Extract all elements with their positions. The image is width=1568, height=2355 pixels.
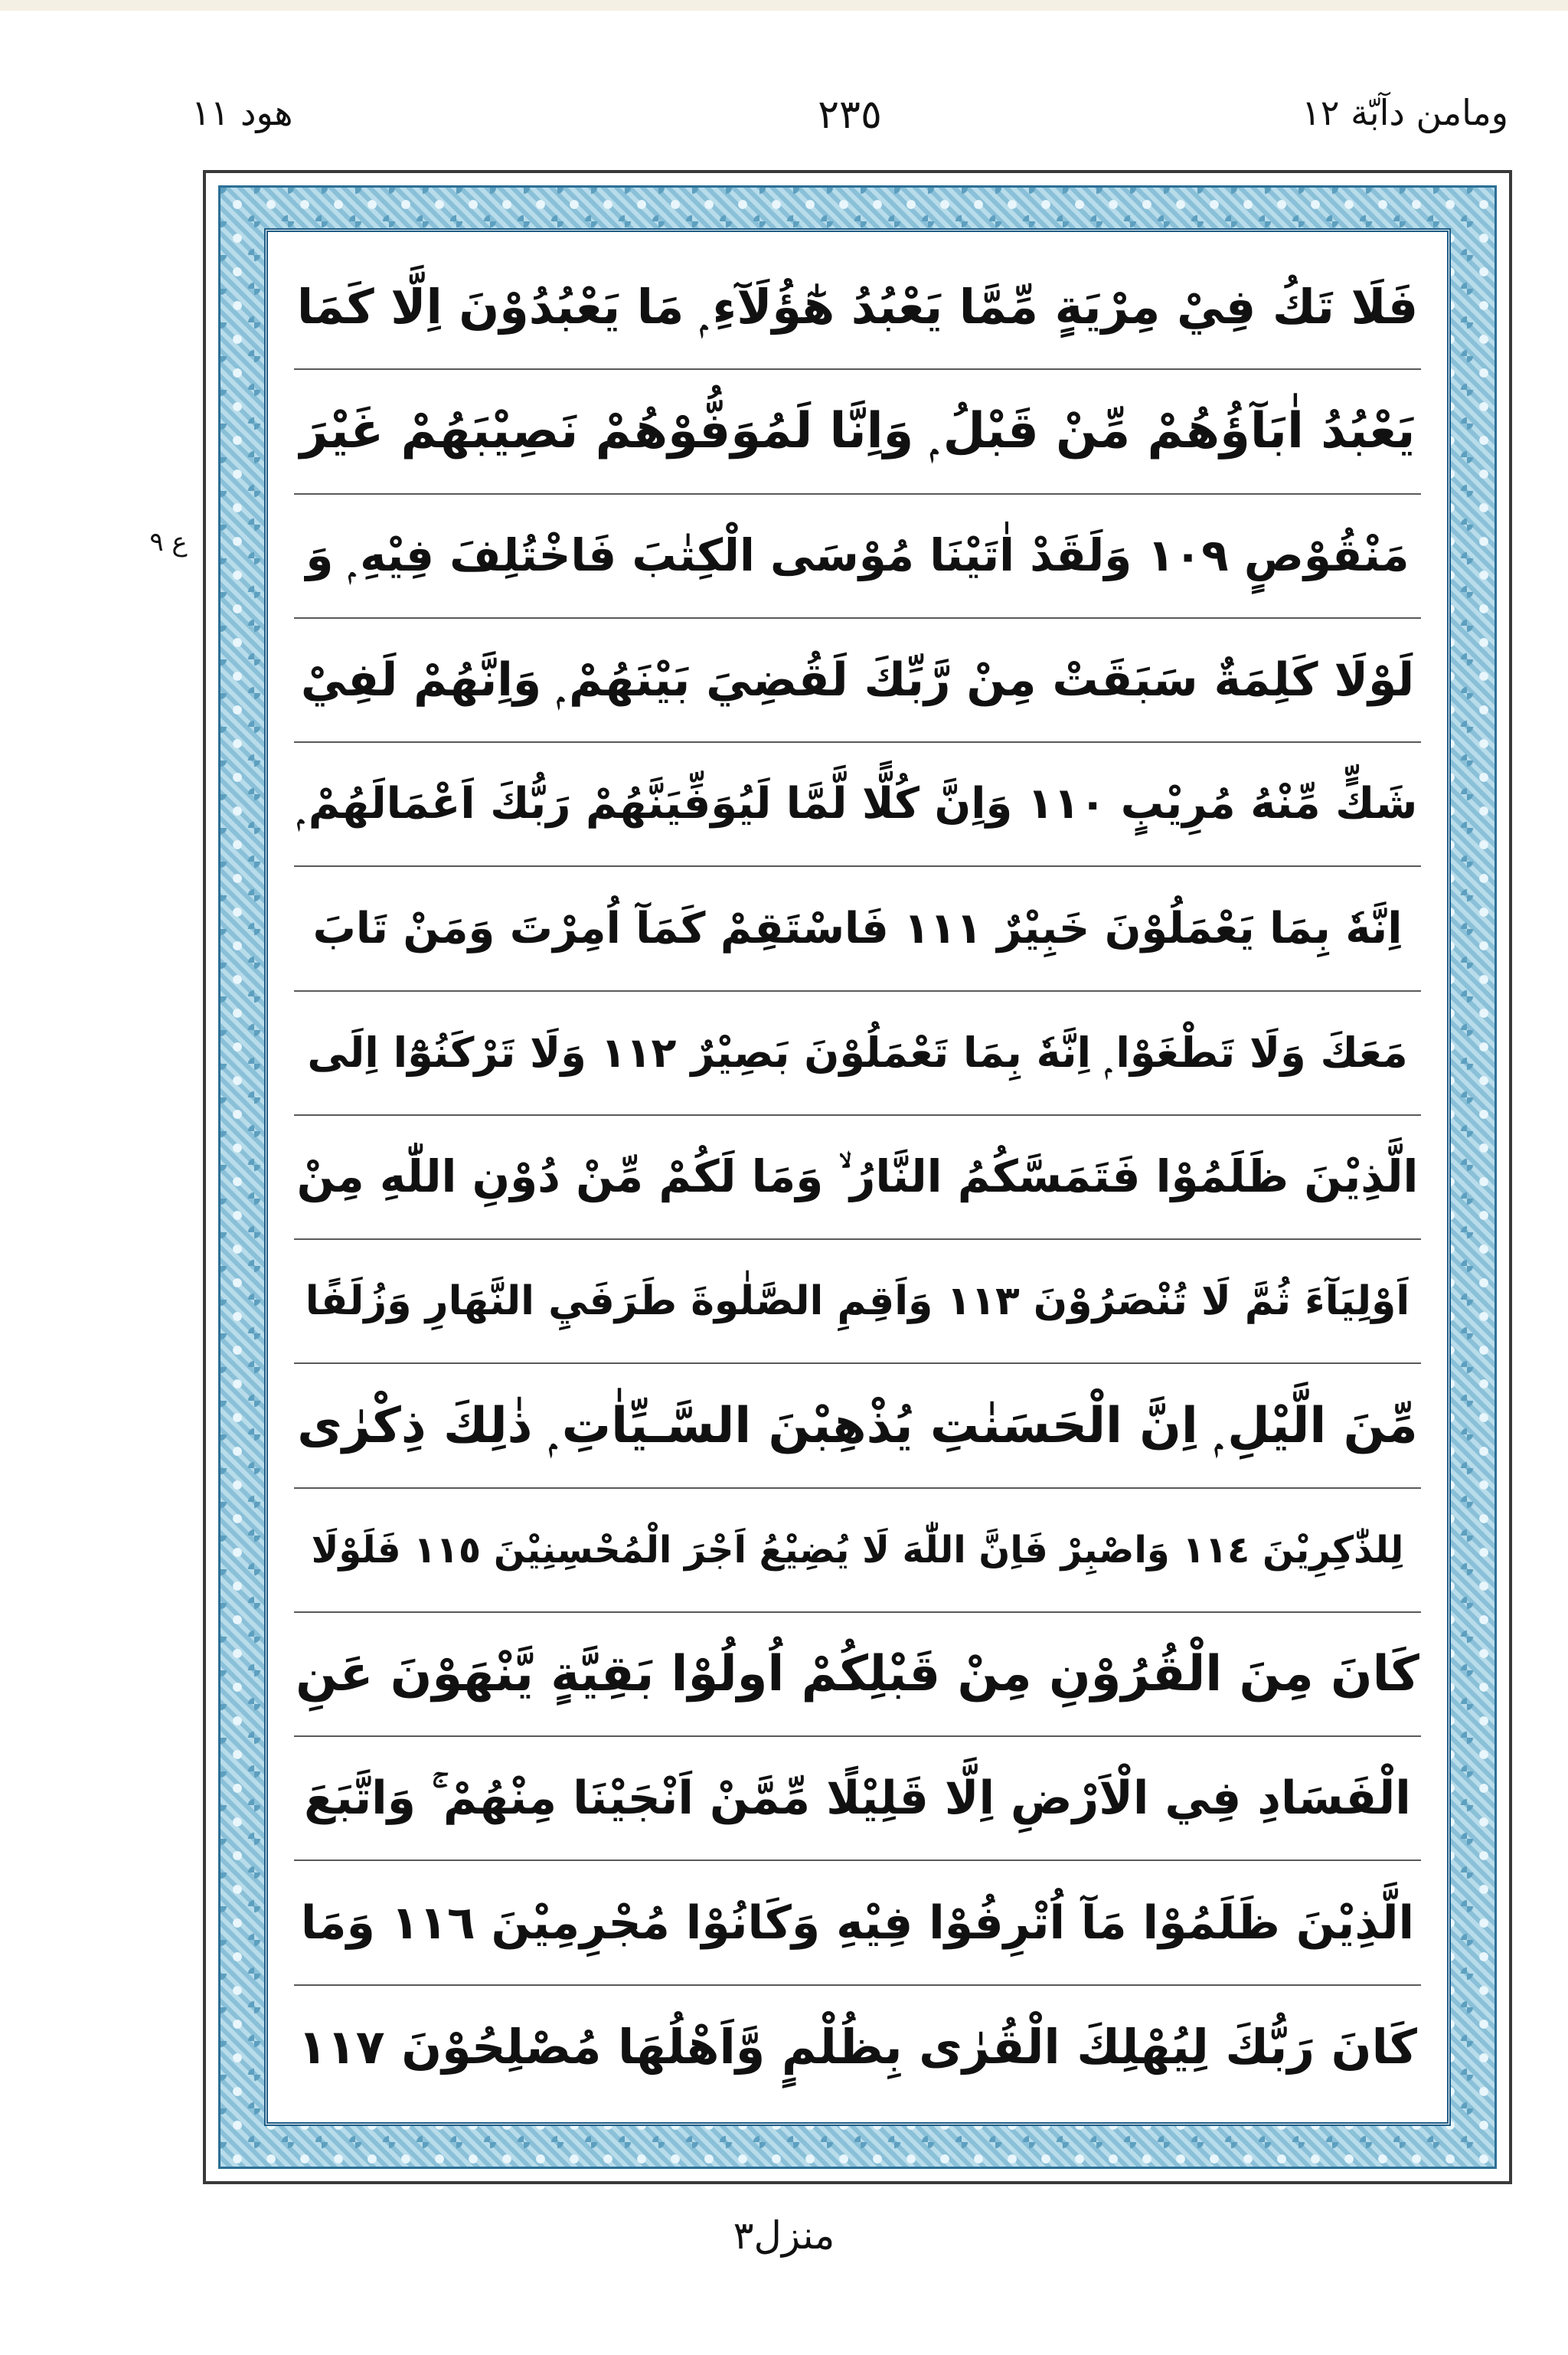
text-line: الَّذِيْنَ ظَلَمُوْا فَتَمَسَّكُمُ النَّارُ ۙ وَمَا لَكُمْ مِّنْ دُوْنِ اللّٰهِ مِنْ [294, 1116, 1421, 1240]
manzil-label: منزل٣ [733, 2213, 835, 2258]
text-line: لِلذّٰكِرِيْنَ ١١٤ وَاصْبِرْ فَاِنَّ اللّٰهَ لَا يُضِيْعُ اَجْرَ الْمُحْسِنِيْنَ ١١٥ فَلَوْلَا [294, 1489, 1421, 1613]
text-line: كَانَ رَبُّكَ لِيُهْلِكَ الْقُرٰى بِظُلْمٍ وَّاَهْلُهَا مُصْلِحُوْنَ ١١٧ [298, 2019, 1417, 2075]
text-line: مَعَكَ وَلَا تَطْغَوْا ۭ اِنَّهٗ بِمَا تَعْمَلُوْنَ بَصِيْرٌ ١١٢ وَلَا تَرْكَنُوْٓا اِلَى [294, 992, 1421, 1116]
page-header [191, 92, 1508, 161]
text-line: الَّذِيْنَ ظَلَمُوْا مَآ اُتْرِفُوْا فِيْهِ وَكَانُوْا مُجْرِمِيْنَ ١١٦ وَمَا [294, 1861, 1421, 1985]
ruku-marker: ع ٩ [149, 527, 188, 558]
text-line: لَوْلَا كَلِمَةٌ سَبَقَتْ مِنْ رَّبِّكَ لَقُضِيَ بَيْنَهُمْ ۭ وَاِنَّهُمْ لَفِيْ [294, 619, 1421, 743]
text-line: اِنَّهٗ بِمَا يَعْمَلُوْنَ خَبِيْرٌ ١١١ فَاسْتَقِمْ كَمَآ اُمِرْتَ وَمَنْ تَابَ [294, 867, 1421, 991]
text-line: الْفَسَادِ فِي الْاَرْضِ اِلَّا قَلِيْلًا مِّمَّنْ اَنْجَيْنَا مِنْهُمْ ۚ وَاتَّبَعَ [294, 1737, 1421, 1861]
page-frame [203, 170, 1512, 2184]
text-line: كَانَ مِنَ الْقُرُوْنِ مِنْ قَبْلِكُمْ اُولُوْا بَقِيَّةٍ يَّنْهَوْنَ عَنِ [294, 1613, 1421, 1737]
text-panel [264, 228, 1451, 2126]
page-number: ٢٣٥ [818, 92, 882, 138]
verse-lines [294, 246, 1421, 2108]
text-line: مَنْقُوْصٍ ١٠٩ وَلَقَدْ اٰتَيْنَا مُوْسَى الْكِتٰبَ فَاخْتُلِفَ فِيْهِ ۭ وَ [294, 495, 1421, 619]
text-line: شَكٍّ مِّنْهُ مُرِيْبٍ ١١٠ وَاِنَّ كُلًّا لَّمَّا لَيُوَفِّيَنَّهُمْ رَبُّكَ اَعْمَالَهُمْ ۭ [294, 743, 1421, 867]
text-line: فَلَا تَكُ فِيْ مِرْيَةٍ مِّمَّا يَعْبُدُ هٰٓؤُلَآءِ ۭ مَا يَعْبُدُوْنَ اِلَّا كَمَا [294, 246, 1421, 370]
text-line: اَوْلِيَآءَ ثُمَّ لَا تُنْصَرُوْنَ ١١٣ وَاَقِمِ الصَّلٰوةَ طَرَفَيِ النَّهَارِ وَزُلَفًا [294, 1240, 1421, 1364]
juz-name: ومامن دآبّة ١٢ [1302, 92, 1508, 133]
text-line: مِّنَ الَّيْلِ ۭ اِنَّ الْحَسَنٰتِ يُذْهِبْنَ السَّـيِّاٰتِ ۭ ذٰلِكَ ذِكْرٰى [294, 1364, 1421, 1488]
top-edge [0, 0, 1568, 11]
text-line: يَعْبُدُ اٰبَآؤُهُمْ مِّنْ قَبْلُ ۭ وَاِنَّا لَمُوَفُّوْهُمْ نَصِيْبَهُمْ غَيْرَ [294, 370, 1421, 494]
surah-name: هود ١١ [191, 92, 293, 133]
